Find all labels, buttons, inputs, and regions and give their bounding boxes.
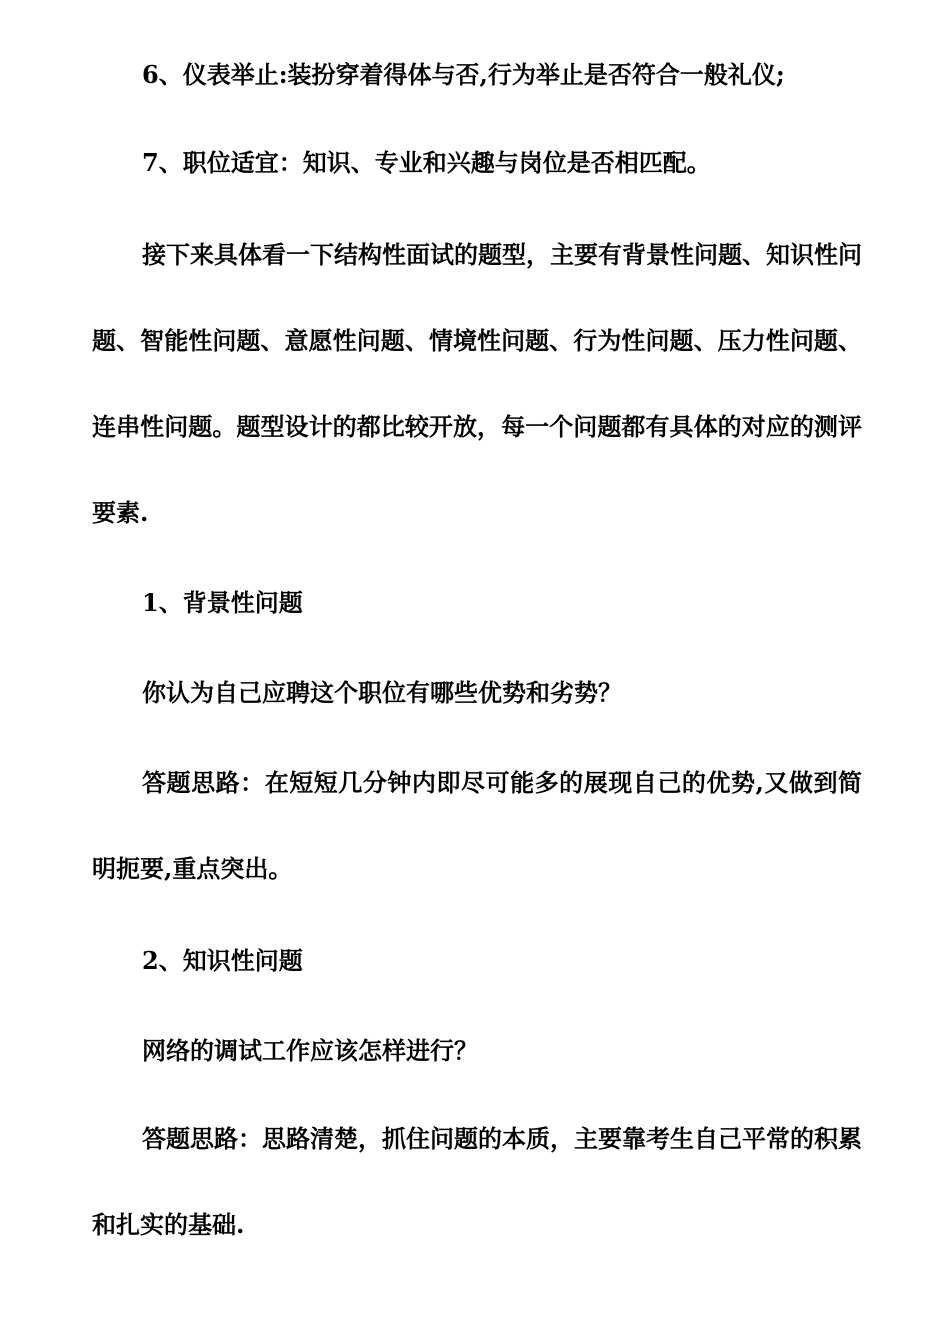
heading-knowledge-questions: 2、知识性问题 xyxy=(142,946,303,975)
paragraph-question-types-intro: 接下来具体看一下结构性面试的题型，主要有背景性问题、知识性问题、智能性问题、意愿性问题、情境性问题、行为性问题、压力性问题、连串性问题。题型设计的都比较开放，每一个问题都有具体的对应的测评要素. xyxy=(92,240,862,527)
question-strengths-weaknesses: 你认为自己应聘这个职位有哪些优势和劣势？ xyxy=(142,678,622,707)
paragraph-appearance-criterion: 6、仪表举止:装扮穿着得体与否,行为举止是否符合一般礼仪; xyxy=(142,60,785,89)
paragraph-job-fit-criterion: 7、职位适宜：知识、专业和兴趣与岗位是否相匹配。 xyxy=(142,148,711,177)
question-network-debugging: 网络的调试工作应该怎样进行？ xyxy=(142,1036,478,1065)
heading-background-questions: 1、背景性问题 xyxy=(142,588,303,617)
answer-tip-knowledge: 答题思路：思路清楚，抓住问题的本质，主要靠考生自己平常的积累和扎实的基础. xyxy=(92,1124,862,1239)
answer-tip-background: 答题思路：在短短几分钟内即尽可能多的展现自己的优势,又做到简明扼要,重点突出。 xyxy=(92,768,862,883)
